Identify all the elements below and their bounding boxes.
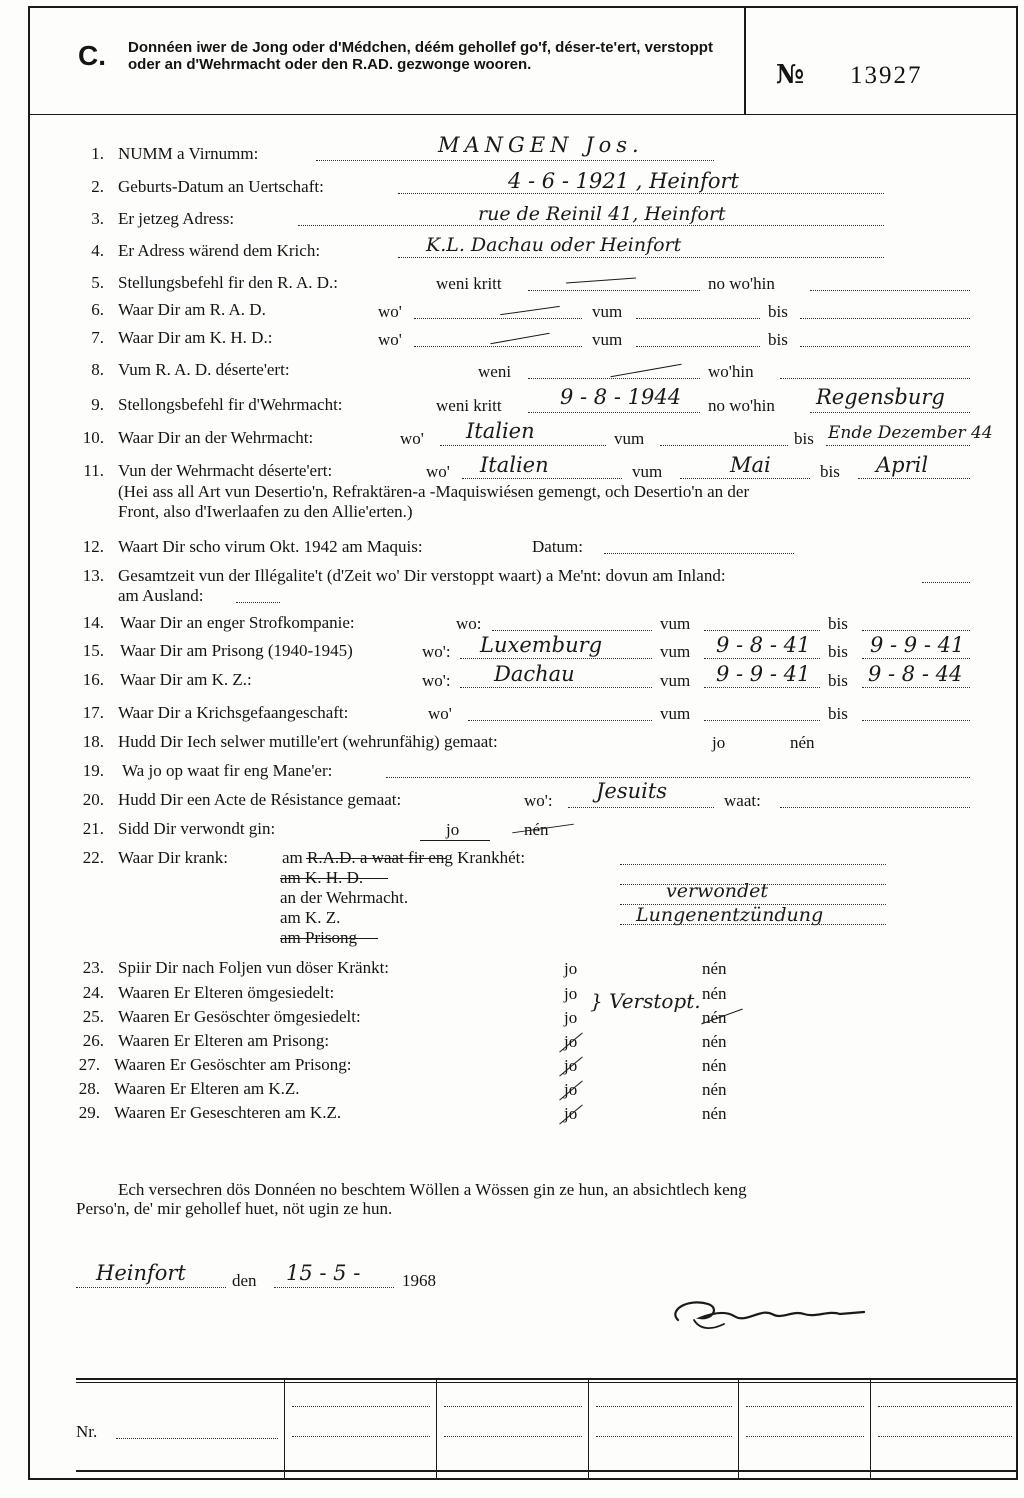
- option-nen: nén: [790, 733, 815, 752]
- dotted-line: [810, 290, 970, 291]
- handwritten-kz-to: 9 - 8 - 44: [868, 662, 963, 686]
- dotted-line: [492, 630, 652, 631]
- dotted-line: [660, 445, 788, 446]
- dotted-line: [780, 378, 970, 379]
- label-wohin: wo'hin: [708, 362, 754, 381]
- field-label-pow: Waar Dir a Krichsgefaangeschaft:: [118, 703, 349, 722]
- footer-top-rule-inner: [76, 1382, 1016, 1383]
- option-jo: jo: [564, 984, 578, 1003]
- dotted-line: [460, 658, 652, 659]
- field-label-mutilation: Hudd Dir Iech selwer mutille'ert (wehrunfähig) gemaat:: [118, 732, 498, 751]
- desertion-note-line1: (Hei ass all Art vun Desertio'n, Refraktären-a -Maquiswiésen gemengt, och Desertio'n an der: [118, 482, 750, 501]
- signature: [664, 1290, 874, 1340]
- handwritten-desert-from: Mai: [730, 453, 771, 477]
- footer-bottom-rule: [76, 1470, 1016, 1472]
- item-number: 18.: [82, 732, 104, 751]
- handwritten-date: 15 - 5 -: [286, 1261, 361, 1285]
- field-label-maquis: Waart Dir scho virum Okt. 1942 am Maquis:: [118, 537, 423, 556]
- item-number: 9.: [91, 395, 104, 414]
- option-nen: nén: [702, 1104, 727, 1123]
- field-label-wounded: Sidd Dir verwondt gin:: [118, 819, 276, 838]
- dotted-line: [780, 807, 970, 808]
- number-sign: №: [776, 60, 805, 90]
- sick-option-wehrmacht: an der Wehrmacht.: [280, 888, 409, 907]
- dotted-line: [386, 777, 970, 778]
- dotted-line: [398, 257, 884, 258]
- handwritten-kz-place: Dachau: [494, 662, 575, 686]
- handwritten-name: MANGEN Jos.: [438, 133, 644, 157]
- label-bis: bis: [768, 302, 788, 321]
- label-nowohin: no wo'hin: [708, 396, 775, 415]
- header-vertical-divider: [744, 6, 746, 114]
- year-label: 1968: [402, 1271, 436, 1290]
- label-wo: wo': [400, 429, 424, 448]
- dotted-line: [704, 658, 820, 659]
- field-label-prison: Waar Dir am Prisong (1940-1945): [120, 641, 353, 660]
- field-label-resistance: Hudd Dir een Acte de Résistance gemaat:: [118, 790, 402, 809]
- field-label-parents-resettled: Waaren Er Elteren ömgesiedelt:: [118, 983, 335, 1002]
- section-title: Donnéen iwer de Jong oder d'Médchen, déém gehollef go'f, déser-te'ert, verstoppt oder an d'Wehrmacht oder den R.AD. gezwonge wooren.: [128, 39, 713, 73]
- dotted-line: [604, 553, 794, 554]
- dotted-line: [236, 602, 280, 603]
- label-datum: Datum:: [532, 537, 583, 556]
- dotted-line: [298, 225, 884, 226]
- label-bis: bis: [828, 704, 848, 723]
- dotted-line: [274, 1287, 394, 1288]
- dotted-line: [620, 924, 886, 925]
- field-label-rad: Waar Dir am R. A. D.: [118, 300, 266, 319]
- item-number: 24.: [82, 983, 104, 1002]
- option-nen: nén: [702, 1056, 727, 1075]
- label-bis: bis: [828, 614, 848, 633]
- label-wo: wo':: [524, 791, 553, 810]
- item-number: 5.: [91, 273, 104, 292]
- sick-option-rad: am R.A.D. a waat fir eng Krankhét:: [282, 848, 526, 867]
- label-weni: weni kritt: [436, 396, 502, 415]
- dotted-line: [444, 1406, 582, 1407]
- item-number: 19.: [82, 761, 104, 780]
- form-number: 13927: [850, 62, 923, 89]
- handwritten-order-date: 9 - 8 - 1944: [560, 385, 682, 409]
- item-number: 10.: [82, 428, 104, 447]
- underline: [420, 840, 490, 841]
- sick-option-prison: am Prisong: [280, 928, 357, 947]
- desertion-note-line2: Front, also d'Iwerlaafen zu den Allie'erten.): [118, 502, 413, 521]
- dotted-line: [878, 1436, 1012, 1437]
- field-label-birth: Geburts-Datum an Uertschaft:: [118, 177, 324, 196]
- handwritten-kz-from: 9 - 9 - 41: [716, 662, 811, 686]
- field-label-siblings-resettled: Waaren Er Gesöschter ömgesiedelt:: [118, 1007, 361, 1026]
- footer-top-rule: [76, 1378, 1016, 1380]
- sick-option-kz: am K. Z.: [280, 908, 341, 927]
- label-vum: vum: [660, 704, 691, 723]
- option-jo: jo: [564, 1104, 578, 1123]
- option-jo: jo: [564, 1008, 578, 1027]
- label-bis: bis: [820, 462, 840, 481]
- nr-label: Nr.: [76, 1422, 98, 1441]
- item-number: 3.: [91, 209, 104, 228]
- handwritten-order-place: Regensburg: [816, 385, 945, 409]
- dotted-line: [862, 658, 970, 659]
- dotted-line: [800, 318, 970, 319]
- field-label-parents-prison: Waaren Er Elteren am Prisong:: [118, 1031, 330, 1050]
- item-number: 2.: [91, 177, 104, 196]
- item-number: 12.: [82, 537, 104, 556]
- handwritten-desert-to: April: [876, 453, 929, 477]
- item-number: 22.: [82, 848, 104, 867]
- dotted-line: [528, 412, 700, 413]
- item-number: 14.: [82, 613, 104, 632]
- item-number: 26.: [82, 1031, 104, 1050]
- label-wo: wo:: [456, 614, 482, 633]
- handwritten-desert-place: Italien: [480, 453, 549, 477]
- option-nen: nén: [524, 820, 549, 839]
- label-wo: wo': [426, 462, 450, 481]
- item-number: 20.: [82, 790, 104, 809]
- item-number: 15.: [82, 641, 104, 660]
- dotted-line: [528, 290, 700, 291]
- label-wo: wo':: [422, 642, 451, 661]
- dotted-line: [596, 1436, 732, 1437]
- label-wo: wo': [378, 330, 402, 349]
- label-den: den: [232, 1271, 257, 1290]
- field-label-wehrmacht: Waar Dir an der Wehrmacht:: [118, 428, 314, 447]
- label-bis: bis: [794, 429, 814, 448]
- field-label-siblings-kz: Waaren Er Geseschteren am K.Z.: [114, 1103, 342, 1122]
- declaration-line2: Perso'n, de' mir gehollef huet, nöt ugin ze hun.: [76, 1199, 393, 1218]
- handwritten-sick-kz: Lungenentzündung: [636, 904, 824, 926]
- footer-column-divider: [436, 1380, 437, 1478]
- label-wo: wo':: [422, 671, 451, 690]
- field-label-wehrmacht-order: Stellongsbefehl fir d'Wehrmacht:: [118, 395, 343, 414]
- field-label-rad-desert: Vum R. A. D. déserte'ert:: [118, 360, 290, 379]
- dotted-line: [398, 193, 884, 194]
- strike-line: [280, 878, 388, 879]
- label-wo: wo': [378, 302, 402, 321]
- field-label-manner: Wa jo op waat fir eng Mane'er:: [122, 761, 333, 780]
- field-label-parents-kz: Waaren Er Elteren am K.Z.: [114, 1079, 300, 1098]
- footer-column-divider: [588, 1380, 589, 1478]
- option-jo: jo: [564, 1056, 578, 1075]
- item-number: 29.: [78, 1103, 100, 1122]
- handwritten-sick-wehrmacht: verwondet: [666, 880, 769, 902]
- item-number: 25.: [82, 1007, 104, 1026]
- item-number: 4.: [91, 241, 104, 260]
- header-divider: [28, 114, 1018, 115]
- item-number: 28.: [78, 1079, 100, 1098]
- declaration-line1: Ech versechren dös Donnéen no beschtem Wöllen a Wössen gin ze hun, an absichtlech keng: [118, 1180, 747, 1199]
- item-number: 16.: [82, 670, 104, 689]
- item-number: 27.: [78, 1055, 100, 1074]
- option-jo: jo: [446, 820, 460, 839]
- label-nowohin: no wo'hin: [708, 274, 775, 293]
- dotted-line: [468, 720, 652, 721]
- section-letter: C.: [78, 40, 106, 71]
- dotted-line: [444, 1436, 582, 1437]
- option-jo: jo: [564, 1080, 578, 1099]
- option-nen: nén: [702, 1032, 727, 1051]
- label-vum: vum: [660, 642, 691, 661]
- option-nen: nén: [702, 959, 727, 978]
- item-number: 21.: [82, 819, 104, 838]
- footer-column-divider: [870, 1380, 871, 1478]
- handwritten-wehrmacht-end: Ende Dezember 44: [828, 423, 993, 443]
- option-jo: jo: [564, 959, 578, 978]
- dotted-line: [878, 1406, 1012, 1407]
- field-label-consequences: Spiir Dir nach Foljen vun döser Kränkt:: [118, 958, 390, 977]
- dotted-line: [440, 445, 606, 446]
- dotted-line: [316, 160, 714, 161]
- label-bis: bis: [828, 642, 848, 661]
- footer-column-divider: [284, 1380, 285, 1478]
- dotted-line: [746, 1406, 864, 1407]
- label-vum: vum: [592, 330, 623, 349]
- dotted-line: [862, 630, 970, 631]
- dotted-line: [746, 1436, 864, 1437]
- nr-field: [116, 1438, 278, 1439]
- handwritten-prison-from: 9 - 8 - 41: [716, 633, 811, 657]
- dotted-line: [568, 807, 714, 808]
- handwritten-resettled-note: } Verstopt.: [590, 989, 701, 1013]
- dotted-line: [292, 1406, 430, 1407]
- sick-option-khd: am K. H. D.: [280, 868, 364, 887]
- label-vum: vum: [632, 462, 663, 481]
- dotted-line: [460, 687, 652, 688]
- dotted-line: [636, 318, 760, 319]
- field-label-rad-order: Stellungsbefehl fir den R. A. D.:: [118, 273, 339, 292]
- dotted-line: [862, 720, 970, 721]
- handwritten-birth: 4 - 6 - 1921 , Heinfort: [508, 169, 739, 193]
- strike-line: [280, 938, 378, 939]
- field-label-illegality: Gesamtzeit vun der Illégalite't (d'Zeit wo' Dir verstoppt waart) a Me'nt: dovun am Inland:: [118, 566, 726, 585]
- dotted-line: [680, 478, 810, 479]
- field-label-siblings-prison: Waaren Er Gesöschter am Prisong:: [114, 1055, 352, 1074]
- dotted-line: [636, 346, 760, 347]
- field-label-penal: Waar Dir an enger Strofkompanie:: [120, 613, 355, 632]
- strike-line: [306, 858, 446, 859]
- item-number: 23.: [82, 958, 104, 977]
- dotted-line: [596, 1406, 732, 1407]
- field-label-war-address: Er Adress wärend dem Krich:: [118, 241, 321, 260]
- field-label-sick: Waar Dir krank:: [118, 848, 229, 867]
- field-label-address: Er jetzeg Adress:: [118, 209, 235, 228]
- footer-column-divider: [738, 1380, 739, 1478]
- item-number: 7.: [91, 328, 104, 347]
- label-wo: wo': [428, 704, 452, 723]
- field-label-kz: Waar Dir am K. Z.:: [120, 670, 252, 689]
- item-number: 11.: [83, 461, 104, 480]
- handwritten-address: rue de Reinil 41, Heinfort: [478, 203, 726, 225]
- label-vum: vum: [660, 671, 691, 690]
- dotted-line: [76, 1287, 226, 1288]
- dotted-line: [462, 478, 622, 479]
- option-jo: jo: [712, 733, 726, 752]
- handwritten-wehrmacht-place: Italien: [466, 419, 535, 443]
- field-label-khd: Waar Dir am K. H. D.:: [118, 328, 273, 347]
- label-waat: waat:: [724, 791, 761, 810]
- handwritten-prison-place: Luxemburg: [480, 633, 603, 657]
- dotted-line: [858, 478, 970, 479]
- item-number: 8.: [91, 360, 104, 379]
- dotted-line: [862, 687, 970, 688]
- dotted-line: [800, 346, 970, 347]
- dotted-line: [620, 864, 886, 865]
- label-vum: vum: [660, 614, 691, 633]
- dotted-line: [704, 720, 820, 721]
- field-label-desert: Vun der Wehrmacht déserte'ert:: [118, 461, 333, 480]
- option-jo: jo: [564, 1032, 578, 1051]
- dotted-line: [826, 445, 970, 446]
- dotted-line: [922, 582, 970, 583]
- dotted-line: [704, 630, 820, 631]
- handwritten-resistance-place: Jesuits: [596, 779, 668, 803]
- option-nen: nén: [702, 1008, 727, 1027]
- dotted-line: [704, 687, 820, 688]
- dotted-line: [414, 346, 582, 347]
- item-number: 1.: [91, 144, 104, 163]
- label-vum: vum: [592, 302, 623, 321]
- label-vum: vum: [614, 429, 645, 448]
- label-bis: bis: [768, 330, 788, 349]
- option-nen: nén: [702, 984, 727, 1003]
- handwritten-prison-to: 9 - 9 - 41: [870, 633, 965, 657]
- item-number: 6.: [91, 300, 104, 319]
- dotted-line: [528, 378, 700, 379]
- item-number: 17.: [82, 703, 104, 722]
- handwritten-place: Heinfort: [96, 1261, 186, 1285]
- field-label-abroad: am Ausland:: [118, 586, 204, 605]
- dotted-line: [810, 412, 970, 413]
- label-bis: bis: [828, 671, 848, 690]
- item-number: 13.: [82, 566, 104, 585]
- option-nen: nén: [702, 1080, 727, 1099]
- label-weni: weni kritt: [436, 274, 502, 293]
- label-weni: weni: [478, 362, 512, 381]
- dotted-line: [414, 318, 582, 319]
- dotted-line: [292, 1436, 430, 1437]
- handwritten-war-address: K.L. Dachau oder Heinfort: [426, 234, 682, 256]
- field-label-name: NUMM a Virnumm:: [118, 144, 259, 163]
